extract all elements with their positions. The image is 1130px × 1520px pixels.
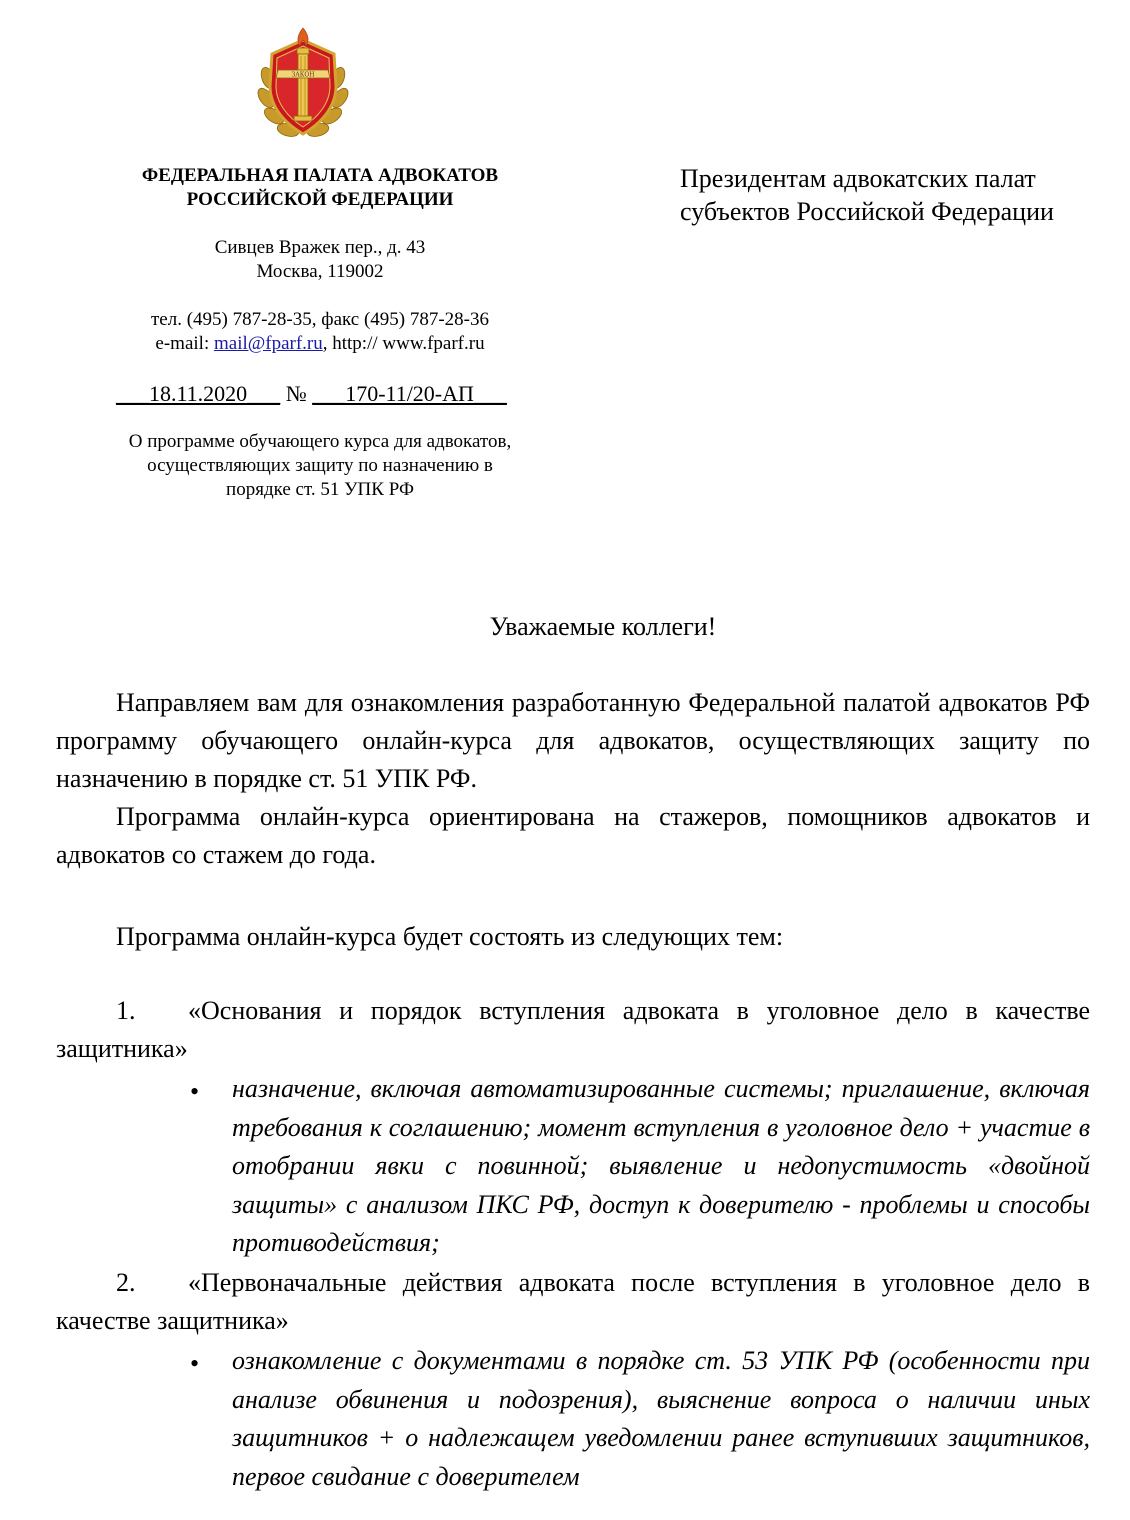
subject-line1: О программе обучающего курса для адвокатов,	[128, 431, 512, 452]
paragraph-topics-intro: Программа онлайн-курса будет состоять из следующих тем:	[116, 922, 784, 951]
letterhead	[90, 164, 550, 356]
topic-number: 1.	[116, 996, 136, 1025]
topic-title: «Первоначальные действия адвоката после вступления в уголовное дело в качестве защитника»	[56, 1268, 1090, 1335]
topic-bullet-text: назначение, включая автоматизированные системы; приглашение, включая требования к соглашению; момент вступления в уголовное дело + участие в отобрании явки с повинной; выявление и недопустимость «двойной защиты» с анализом ПКС РФ, доступ к доверителю - проблемы и способы противодействия;	[232, 1074, 1090, 1257]
registration-line	[116, 380, 507, 408]
letter-subject	[90, 430, 550, 502]
address-line2: Москва, 119002	[256, 261, 384, 282]
website-text: , http:// www.fparf.ru	[322, 333, 485, 354]
fpa-emblem-icon	[256, 26, 350, 144]
email-line	[90, 332, 550, 356]
topic-number: 2.	[116, 1268, 136, 1297]
phone-line: тел. (495) 787-28-35, факс (495) 787-28-36	[150, 309, 490, 330]
paragraph-intro: Направляем вам для ознакомления разработанную Федеральной палатой адвокатов РФ программу обучающего онлайн-курса для адвокатов, осуществляющих защиту по назначению в порядке ст. 51 УПК РФ.	[56, 688, 1090, 793]
email-link[interactable]: mail@fparf.ru	[213, 333, 323, 354]
topic-item	[56, 992, 1090, 1068]
topic-bullet-text: ознакомление с документами в порядке ст. 53 УПК РФ (особенности при анализе обвинения и подозрения), выяснение вопроса о наличии иных защитников + о надлежащем уведомлении ранее вступивших защитников, первое свидание с доверителем	[232, 1346, 1090, 1491]
org-name-line1: ФЕДЕРАЛЬНАЯ ПАЛАТА АДВОКАТОВ	[141, 165, 499, 186]
subject-line2: осуществляющих защиту по назначению в	[147, 455, 493, 476]
org-name-line2: РОССИЙСКОЙ ФЕДЕРАЦИИ	[186, 189, 454, 210]
topic-title: «Основания и порядок вступления адвоката в уголовное дело в качестве защитника»	[56, 996, 1090, 1063]
greeting: Уважаемые коллеги!	[489, 612, 717, 641]
topic-item	[56, 1264, 1090, 1340]
number-field: ___170-11/20-АП___	[312, 381, 507, 406]
date-field: ___18.11.2020___	[116, 381, 281, 406]
subject-line3: порядке ст. 51 УПК РФ	[226, 479, 414, 500]
body-paragraphs	[56, 684, 1090, 874]
number-sign: №	[280, 381, 313, 406]
email-prefix: e-mail:	[155, 333, 214, 354]
bullet-icon: •	[190, 1077, 200, 1106]
addressee-line1: Президентам адвокатских палат	[680, 164, 1036, 193]
address-line1: Сивцев Вражек пер., д. 43	[214, 237, 426, 258]
addressee-line2: субъектов Российской Федерации	[680, 197, 1054, 226]
emblem-scroll-label: ЗАКОН	[291, 71, 315, 79]
addressee	[680, 162, 1120, 228]
bullet-icon: •	[190, 1349, 200, 1378]
topics-intro-block	[56, 918, 1090, 956]
paragraph-audience: Программа онлайн-курса ориентирована на стажеров, помощников адвокатов и адвокатов со стажем до года.	[56, 802, 1090, 869]
